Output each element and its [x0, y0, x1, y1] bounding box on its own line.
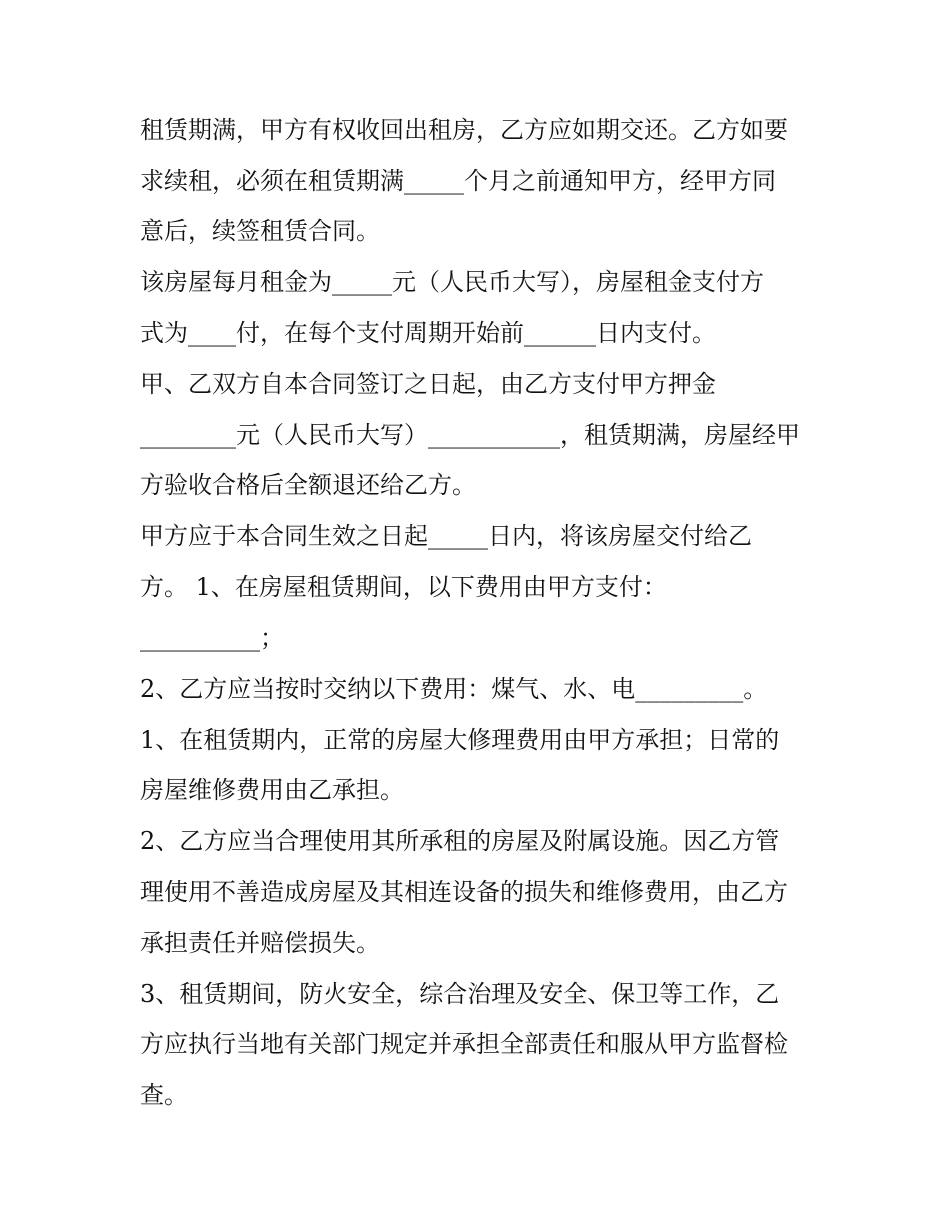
text-line: 租赁期满，甲方有权收回出租房，乙方应如期交还。乙方如要	[140, 116, 788, 144]
text-line: 3、租赁期间，防火安全，综合治理及安全、保卫等工作，乙	[140, 980, 780, 1008]
text-line: 2、乙方应当合理使用其所承租的房屋及附属设施。因乙方管	[140, 827, 780, 855]
text-line: 甲、乙双方自本合同签订之日起，由乙方支付甲方押金	[140, 370, 716, 398]
text-line: 方。 1、在房屋租赁期间，以下费用由甲方支付：	[140, 573, 667, 601]
text-line: __________；	[140, 624, 284, 652]
text-line: 承担责任并赔偿损失。	[140, 929, 380, 957]
text-line: 意后，续签租赁合同。	[140, 217, 380, 245]
text-line: 理使用不善造成房屋及其相连设备的损失和维修费用，由乙方	[140, 878, 788, 906]
text-line: 式为____付，在每个支付周期开始前______日内支付。	[140, 319, 716, 347]
text-line: 方验收合格后全额退还给乙方。	[140, 471, 476, 499]
text-line: 求续租，必须在租赁期满_____个月之前通知甲方，经甲方同	[140, 167, 776, 195]
text-line: 该房屋每月租金为_____元（人民币大写），房屋租金支付方	[140, 268, 764, 296]
text-line: 查。	[140, 1081, 188, 1109]
text-line: ________元（人民币大写）___________，租赁期满，房屋经甲	[140, 421, 800, 449]
text-line: 方应执行当地有关部门规定并承担全部责任和服从甲方监督检	[140, 1030, 788, 1058]
text-line: 甲方应于本合同生效之日起_____日内，将该房屋交付给乙	[140, 522, 752, 550]
text-line: 房屋维修费用由乙承担。	[140, 776, 404, 804]
text-line: 2、乙方应当按时交纳以下费用：煤气、水、电_________。	[140, 675, 768, 703]
text-line: 1、在租赁期内，正常的房屋大修理费用由甲方承担；日常的	[140, 726, 780, 754]
